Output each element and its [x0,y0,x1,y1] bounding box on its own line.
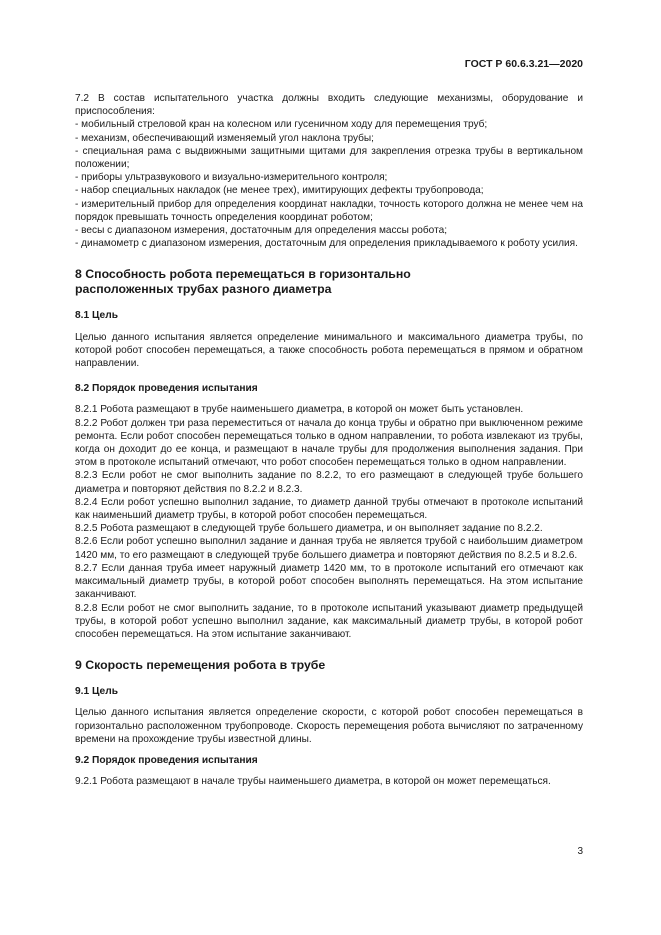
section-9-1-text: Целью данного испытания является определение скорости, с которой робот способен перемещаться в горизонтально расположенном трубопроводе. Скорость перемещения робота вычисляют по затраченному времени на прохождение трубы известной длины. [75,707,583,745]
list-item: - механизм, обеспечивающий изменяемый угол наклона трубы; [75,132,374,144]
list-item: - весы с диапазоном измерения, достаточным для определения массы робота; [75,225,447,237]
section-7-2-intro: 7.2 В состав испытательного участка должны входить следующие механизмы, оборудование и приспособления: [75,93,583,118]
paragraph: 8.2.6 Если робот успешно выполнил задание и данная труба не является трубой с наибольшим диаметром 1420 мм, то его размещают в следующей трубе большего диаметра и повторяют действия по 8.2.5 и 8.2.6. [75,536,583,561]
section-8-heading [75,267,583,297]
page-number: 3 [577,846,583,857]
paragraph: 8.2.4 Если робот успешно выполнил задание, то диаметр данной трубы отмечают в протоколе испытаний как наименьший диаметр трубы, в которой робот способен перемещаться. [75,496,583,522]
section-8-1-heading: 8.1 Цель [75,310,118,322]
paragraph: 8.2.8 Если робот не смог выполнить задание, то в протоколе испытаний указывают диаметр предыдущей трубы, в которой робот успешно выполнил задание, как максимальный диаметр трубы, в которой робот способен перемещаться. На этом испытание заканчивают. [75,602,583,640]
list-item: - мобильный стреловой кран на колесном или гусеничном ходу для перемещения труб; [75,119,488,131]
section-8-title-line-2: расположенных трубах разного диаметра [75,282,332,297]
paragraph: 8.2.3 Если робот не смог выполнить задание по 8.2.2, то его размещают в следующей трубе большего диаметра и повторяют действия по 8.2.2 и 8.2.3. [75,470,583,495]
section-9-heading: 9 Скорость перемещения робота в трубе [75,658,326,673]
paragraph: 9.2.1 Робота размещают в начале трубы наименьшего диаметра, в которой он может перемещаться. [75,776,551,788]
section-9-2-heading: 9.2 Порядок проведения испытания [75,754,258,766]
list-item: - приборы ультразвукового и визуально-измерительного контроля; [75,172,388,184]
paragraph: 8.2.7 Если данная труба имеет наружный диаметр 1420 мм, то в протоколе испытаний его отмечают как максимальный диаметр трубы, в которой робот способен выполнять перемещаться. На этом испытание заканчивают. [75,562,583,601]
paragraph: 8.2.1 Робота размещают в трубе наименьшего диаметра, в которой он может быть установлен. [75,404,524,416]
page-body [75,92,583,788]
document-code-header: ГОСТ Р 60.6.3.21—2020 [464,58,583,70]
list-item: - измерительный прибор для определения координат накладки, точность которого должна не менее чем на порядок превышать точность определения координат роботом; [75,198,583,223]
section-8-1-text: Целью данного испытания является определение минимального и максимального диаметра трубы, по которой робот способен перемещаться, а также способность робота перемещаться в прямом и обратном направлении. [75,331,583,370]
list-item: - набор специальных накладок (не менее трех), имитирующих дефекты трубопровода; [75,185,484,197]
list-item: - динамометр с диапазоном измерения, достаточным для определения прикладываемого к роботу усилия. [75,238,578,250]
section-9-1-heading: 9.1 Цель [75,686,118,698]
section-8-title-line-1: 8 Способность робота перемещаться в горизонтально [75,267,411,282]
paragraph: 8.2.5 Робота размещают в следующей трубе большего диаметра, и он выполняет задание по 8.2.2. [75,523,543,535]
list-item: - специальная рама с выдвижными защитными щитами для закрепления отрезка трубы в вертикальном положении; [75,145,583,171]
paragraph: 8.2.2 Робот должен три раза переместиться от начала до конца трубы и обратно при выключенном режиме ремонта. Если робот способен перемещаться только в одном направлении, то робота извлекают из трубы, когда он доходит до ее конца, и размещают в начале трубы для продолжения выполнения задания. При этом в протоколе испытаний отмечают, что робот способен перемещаться только в одном направлении. [75,417,583,469]
section-8-2-heading: 8.2 Порядок проведения испытания [75,383,258,395]
